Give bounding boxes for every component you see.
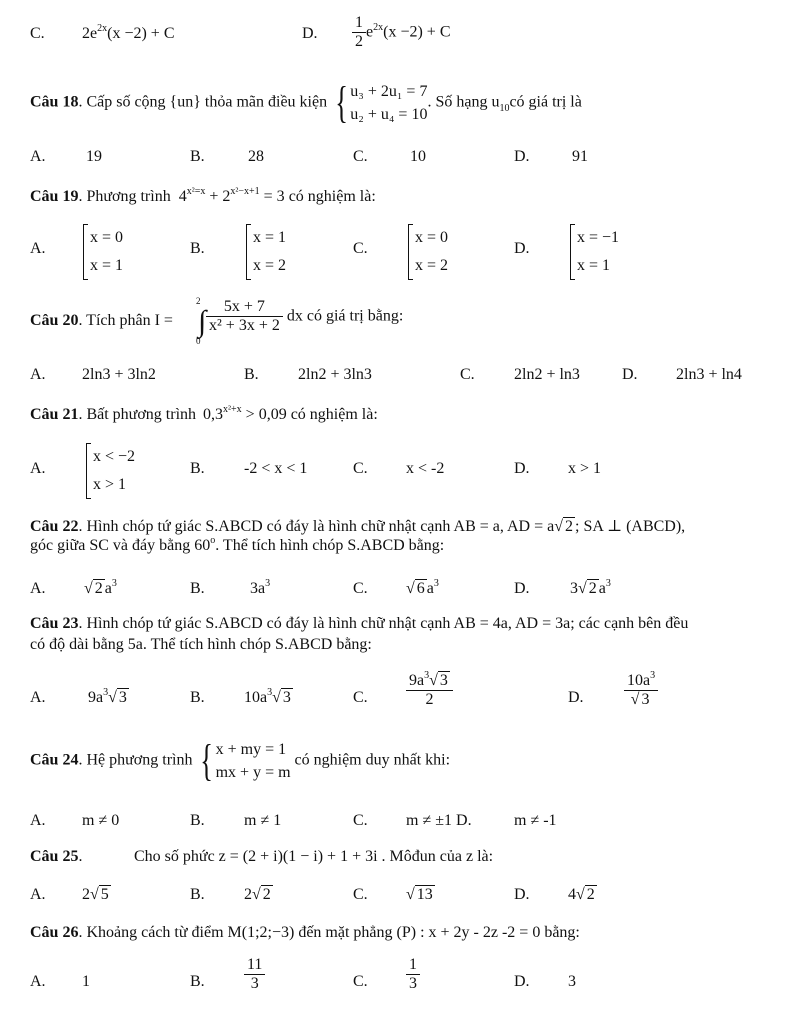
question-21: Câu 21. Bất phương trình $0,3^{x^2+x} > 0,09$ có nghiệm là: [30,404,378,423]
q24-option-a: m ≠ 0 [82,812,120,829]
q25-option-b-label: B. [190,886,205,903]
q23-option-a: $9a^3√$ 3 [88,687,127,706]
q19-option-c: x = 0 x = 2 [408,224,448,280]
q23-option-c-label: C. [353,689,368,706]
q23-option-d: $\frac{10a^3}{√ 3}$ [624,672,658,710]
q25-option-d-label: D. [514,886,530,903]
q22-option-c: √ 6 $a^3$ [406,578,439,597]
q24-option-c: m ≠ ±1 D. [406,812,472,829]
q26-option-a-label: A. [30,973,46,990]
q19-option-d: x = −1 x = 1 [570,224,619,280]
question-23-line2: có độ dài bằng 5a. Thể tích hình chóp S.ABCD bằng: [30,636,372,653]
q20-option-c-label: C. [460,366,475,383]
q18-option-b: 28 [248,148,264,165]
q22-option-a-label: A. [30,580,46,597]
q18-option-c: 10 [410,148,426,165]
question-18: Câu 18. Cấp số cộng {un} thỏa mãn điều kiện { u₃ + 2u₁ = 7 u₂ + u₄ = 10 . Số hạng $u_{10}có$ giá trị là [30,78,582,127]
q22-option-b: $3a^3$ [250,578,271,597]
integrand: $\frac{5x + 7}{\text{x² + 3x + 2}}$ dx có giá trị bằng: [206,298,403,336]
q24-option-d: m ≠ -1 [514,812,557,829]
q20-option-a: 2ln3 + 3ln2 [82,366,156,383]
q20-option-a-label: A. [30,366,46,383]
question-22: Câu 22. Hình chóp tứ giác S.ABCD có đáy là hình chữ nhật cạnh AB = a, AD = a√ 2 ; SA ⊥ (ABCD), [30,518,686,535]
question-19: Câu 19. Phương trình $4^{x^2=x} + 2^{x^2-x+1} = 3$ có nghiệm là: [30,186,376,205]
q23-option-d-label: D. [568,689,584,706]
q26-option-b-label: B. [190,973,205,990]
q18-option-c-label: C. [353,148,368,165]
q18-option-d: 91 [572,148,588,165]
integral-upper: 2 [196,296,201,306]
q18-option-a-label: A. [30,148,46,165]
q17-option-c: $2e^{2x}(x -2) + C$ [82,23,175,42]
question-25: Câu 25. [30,848,83,865]
q20-option-d: 2ln3 + ln4 [676,366,742,383]
q17-option-d: $\frac{1}{2}$ $e^{2x}(x -2) + C$ [352,14,450,52]
q21-option-b: -2 < x < 1 [244,460,308,477]
q21-option-a: x < −2 x > 1 [86,443,135,499]
q17-option-d-label: D. [302,25,318,42]
q26-option-c: $\frac{1}{3}$ [406,956,420,994]
q25-option-a-label: A. [30,886,46,903]
q23-option-a-label: A. [30,689,46,706]
q21-option-b-label: B. [190,460,205,477]
q21-option-a-label: A. [30,460,46,477]
q25-option-b: 2√ 2 [244,886,271,903]
q19-option-b: x = 1 x = 2 [246,224,286,280]
integral-sign: ∫ [198,305,207,338]
q24-option-c-label: C. [353,812,368,829]
q20-option-c: 2ln2 + ln3 [514,366,580,383]
question-26: Câu 26. Khoảng cách từ điểm M(1;2;−3) đến mặt phẳng (P) : x + 2y - 2z -2 = 0 bằng: [30,924,580,941]
question-25-text: Cho số phức z = (2 + i)(1 − i) + 1 + 3i . Môđun của z là: [134,848,494,865]
q22-option-b-label: B. [190,580,205,597]
q19-option-a-label: A. [30,240,46,257]
q26-option-a: 1 [82,973,90,990]
system-brace: { [200,736,214,785]
q20-option-b-label: B. [244,366,259,383]
q25-option-a: 2√ 5 [82,886,109,903]
q21-option-c-label: C. [353,460,368,477]
q19-option-b-label: B. [190,240,205,257]
q20-option-b: 2ln2 + 3ln3 [298,366,372,383]
q19-option-c-label: C. [353,240,368,257]
q18-option-b-label: B. [190,148,205,165]
q19-option-d-label: D. [514,240,530,257]
question-22-line2: góc giữa SC và đáy bằng 60$^o$. Thể tích hình chóp S.ABCD bằng: [30,535,445,554]
q22-option-d: 3√ 2 $a^3$ [570,578,611,597]
q18-option-a: 19 [86,148,102,165]
q21-option-d: x > 1 [568,460,602,477]
integral-lower: 0 [196,336,201,346]
q25-option-d: 4√ 2 [568,886,595,903]
q21-option-d-label: D. [514,460,530,477]
q17-option-c-label: C. [30,25,45,42]
question-23: Câu 23. Hình chóp tứ giác S.ABCD có đáy là hình chữ nhật cạnh AB = 4a, AD = 3a; các cạnh bên đều [30,615,689,632]
q20-option-d-label: D. [622,366,638,383]
q22-option-c-label: C. [353,580,368,597]
q23-option-c: $\frac{9a^3√ 3}{2}$ [406,672,453,710]
system-brace: { [335,78,349,127]
q19-option-a: x = 0 x = 1 [83,224,123,280]
q21-option-c: x < -2 [406,460,445,477]
question-24: Câu 24. Hệ phương trình { x + my = 1 mx + y = m có nghiệm duy nhất khi: [30,736,451,785]
q24-option-b-label: B. [190,812,205,829]
q26-option-d-label: D. [514,973,530,990]
q23-option-b-label: B. [190,689,205,706]
q23-option-b: $10a^3√$ 3 [244,687,291,706]
question-20: Câu 20. Tích phân I = [30,312,173,329]
q25-option-c: √ 13 [406,886,433,903]
q26-option-d: 3 [568,973,576,990]
q22-option-d-label: D. [514,580,530,597]
q18-option-d-label: D. [514,148,530,165]
q22-option-a: √ 2 $a^3$ [84,578,117,597]
q24-option-a-label: A. [30,812,46,829]
q24-option-b: m ≠ 1 [244,812,282,829]
q26-option-b: $\frac{11}{3}$ [244,956,265,994]
q26-option-c-label: C. [353,973,368,990]
q25-option-c-label: C. [353,886,368,903]
